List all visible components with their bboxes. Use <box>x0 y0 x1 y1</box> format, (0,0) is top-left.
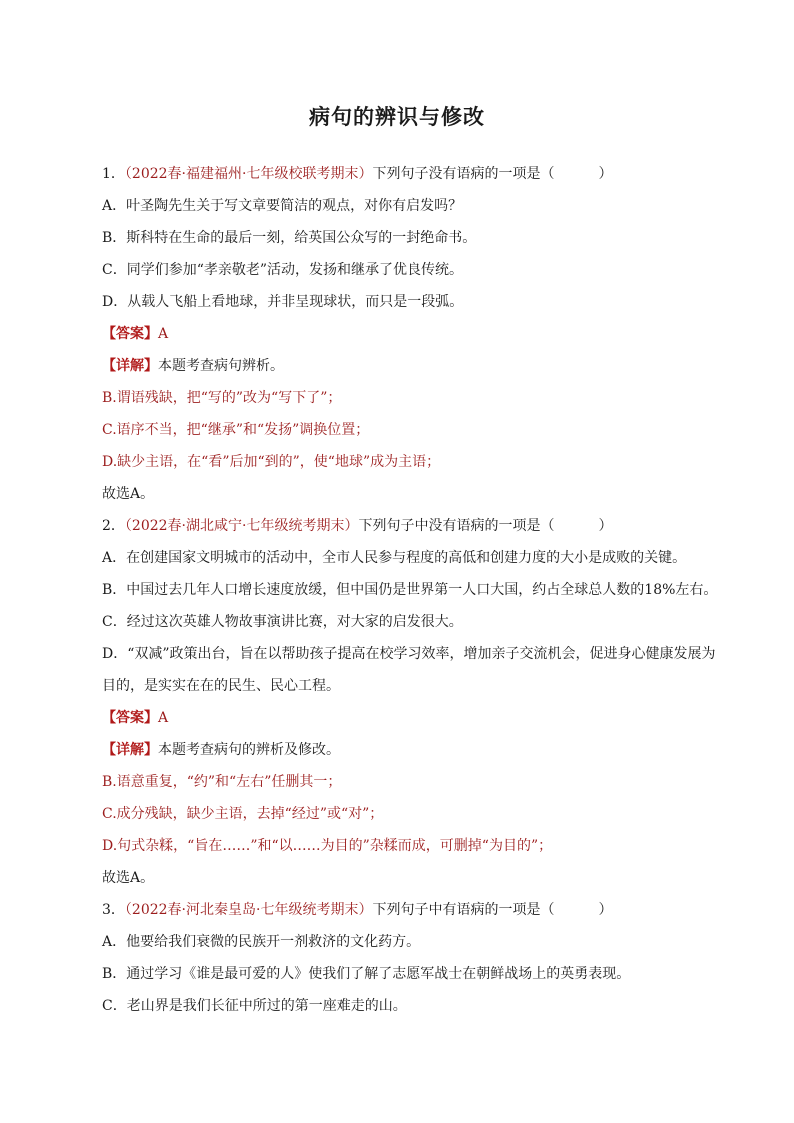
question-prompt: 下列句子没有语病的一项是（ <box>372 166 555 182</box>
question-paren-close: ） <box>598 902 613 918</box>
detail-text: 本题考查病句的辨析及修改。 <box>158 742 340 758</box>
answer-label: 【答案】 <box>102 326 158 342</box>
option-c: C．经过这次英雄人物故事演讲比赛，对大家的启发很大。 <box>102 614 463 630</box>
question-prompt: 下列句子中有语病的一项是（ <box>372 902 555 918</box>
option-d: D．“双减”政策出台，旨在以帮助孩子提高在校学习效率，增加亲子交流机会，促进身心健康发展为 <box>102 646 716 662</box>
question-2-stem <box>102 516 612 536</box>
option-b: B．中国过去几年人口增长速度放缓，但中国仍是世界第一人口大国，约占全球总人数的18%左右。 <box>102 582 718 598</box>
question-number: 3． <box>102 902 125 918</box>
option-d-continued: 目的，是实实在在的民生、民心工程。 <box>102 678 340 694</box>
explanation-d: D.句式杂糅，“旨在……”和“以……为目的”杂糅而成，可删掉“为目的”； <box>102 838 553 854</box>
answer-label: 【答案】 <box>102 710 158 726</box>
question-3-stem <box>102 900 612 920</box>
conclusion: 故选A。 <box>102 486 155 502</box>
option-c: C．同学们参加“孝亲敬老”活动，发扬和继承了优良传统。 <box>102 262 464 278</box>
question-source: （2022春·河北秦皇岛·七年级统考期末） <box>124 902 373 918</box>
option-c: C．老山界是我们长征中所过的第一座难走的山。 <box>102 998 407 1014</box>
explanation-c: C.语序不当，把“继承”和“发扬”调换位置； <box>102 422 370 438</box>
option-a: A．叶圣陶先生关于写文章要简洁的观点，对你有启发吗？ <box>102 198 463 214</box>
option-b: B．通过学习《谁是最可爱的人》使我们了解了志愿军战士在朝鲜战场上的英勇表现。 <box>102 966 631 982</box>
question-1-stem <box>102 164 612 184</box>
answer-line <box>102 708 168 728</box>
question-paren-close: ） <box>598 166 613 182</box>
detail-label: 【详解】 <box>102 742 158 758</box>
explanation-c: C.成分残缺，缺少主语，去掉“经过”或“对”； <box>102 806 384 822</box>
question-source: （2022春·湖北咸宁·七年级统考期末） <box>124 518 359 534</box>
question-prompt: 下列句子中没有语病的一项是（ <box>358 518 555 534</box>
detail-label: 【详解】 <box>102 358 158 374</box>
question-paren-close: ） <box>598 518 613 534</box>
answer-value: A <box>158 710 169 726</box>
explanation-b: B.谓语残缺，把“写的”改为“写下了”； <box>102 390 342 406</box>
question-source: （2022春·福建福州·七年级校联考期末） <box>124 166 373 182</box>
option-d: D．从载人飞船上看地球，并非呈现球状，而只是一段弧。 <box>102 294 464 310</box>
explanation-b: B.语意重复，“约”和“左右”任删其一； <box>102 774 342 790</box>
detail-text: 本题考查病句辨析。 <box>158 358 284 374</box>
detail-line <box>102 356 284 376</box>
answer-value: A <box>158 326 169 342</box>
option-b: B．斯科特在生命的最后一刻，给英国公众写的一封绝命书。 <box>102 230 477 246</box>
question-number: 1． <box>102 166 125 182</box>
option-a: A．在创建国家文明城市的活动中，全市人民参与程度的高低和创建力度的大小是成败的关键。 <box>102 550 687 566</box>
question-number: 2． <box>102 518 125 534</box>
option-a: A．他要给我们衰微的民族开一剂救济的文化药方。 <box>102 934 421 950</box>
answer-line <box>102 324 168 344</box>
conclusion: 故选A。 <box>102 870 155 886</box>
detail-line <box>102 740 340 760</box>
explanation-d: D.缺少主语，在“看”后加“到的”，使“地球”成为主语； <box>102 454 441 470</box>
page-title: 病句的辨识与修改 <box>309 105 485 129</box>
